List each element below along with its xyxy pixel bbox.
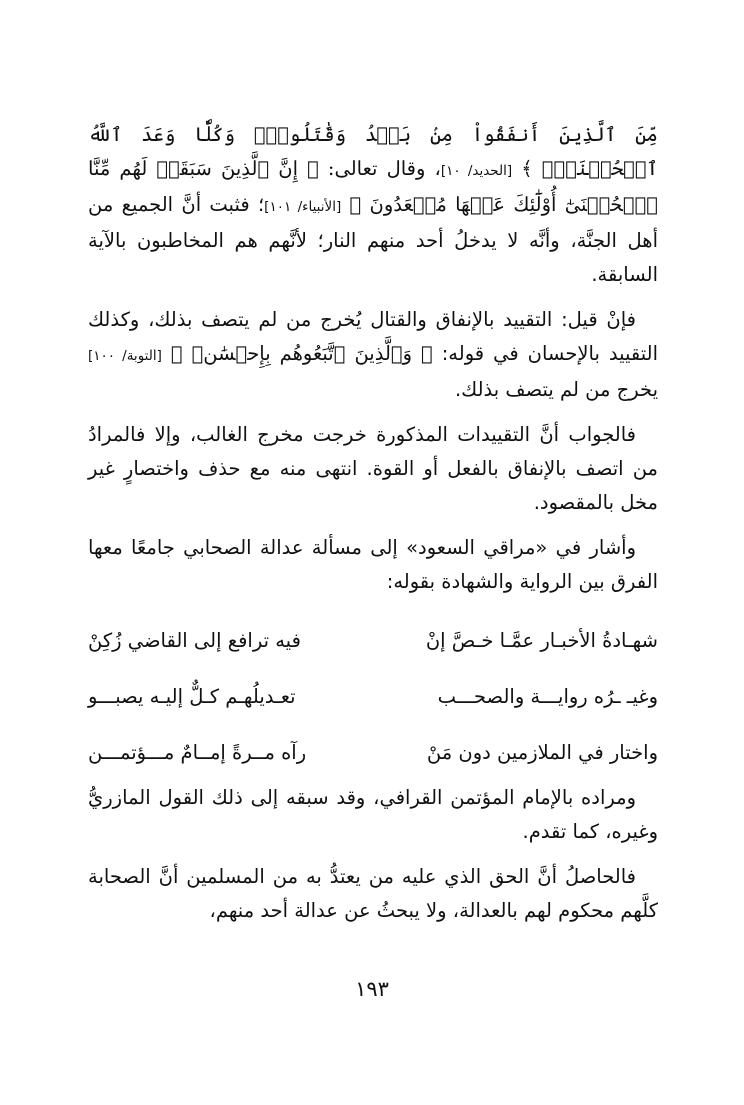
paragraph-answer <box>88 418 658 520</box>
summary-text: فالحاصلُ أنَّ الحق الذي عليه من يعتدُّ به من المسلمين أنَّ الصحابة كلَّهم محكوم لهم بالعدالة، ولا يبحثُ عن عدالة أحد منهم، <box>88 865 658 922</box>
paragraph-commentary <box>88 781 658 849</box>
poem-verse <box>88 613 658 669</box>
quran-verse-hadid: مِّنَ ٱلَّذِينَ أَنفَقُواْ مِنۢ بَعۡدُ وَقَٰتَلُواْۚ وَكُلّٗا وَعَدَ ٱللَّهُ ٱلۡحُسۡنَىٰۚ ﴾ <box>88 123 658 180</box>
verse-first-hemistich: واختار في الملازمين دون مَنْ <box>426 741 658 764</box>
verse-second-hemistich: تعـديلُهـم كـلٌّ إليـه يصبـــو <box>88 685 296 708</box>
verse-first-hemistich: شهـادةُ الأخبـار عمَّـا خـصَّ إنْ <box>425 629 658 652</box>
verse-first-hemistich: وغيـ ـرُه روايـــة والصحـــب <box>437 685 658 708</box>
paragraph-maraqi-intro <box>88 531 658 599</box>
reference-tawba: [التوبة/ ١٠٠] <box>88 348 162 364</box>
quran-verse-anbiya: ، وقال تعالى: ﴿ إِنَّ ٱلَّذِينَ سَبَقَتۡ لَهُم مِّنَّا ٱلۡحُسۡنَىٰٓ أُوْلَٰٓئِكَ عَنۡهَا مُبۡعَدُونَ ﴾ <box>88 157 658 216</box>
page-number: ١٩٣ <box>355 977 389 1001</box>
paragraph-quran-citations <box>88 118 658 292</box>
paragraph-summary <box>88 860 658 928</box>
paragraph-conclusion-text: ؛ فثبت أنَّ الجميع من أهل الجنَّة، وأنَّه لا يدخلُ أحد منهم النار؛ لأنَّهم هم المخاطبون بالآية السابقة. <box>88 193 658 286</box>
commentary-text: ومراده بالإمام المؤتمن القرافي، وقد سبقه إلى ذلك القول المازريُّ وغيره، كما تقدم. <box>88 786 658 843</box>
objection-text: فإنْ قيل: التقييد بالإنفاق والقتال يُخرج من لم يتصف بذلك، وكذلك التقييد بالإحسان في قوله: ﴿ وَٱلَّذِينَ ٱتَّبَعُوهُم بِإِحۡسَٰنٖ ﴾ <box>88 308 658 365</box>
reference-hadid: [الحديد/ ١٠] <box>440 163 513 179</box>
page-body <box>88 118 658 928</box>
answer-text: فالجواب أنَّ التقييدات المذكورة خرجت مخرج الغالب، وإلا فالمرادُ من اتصف بالإنفاق بالفعل أو القوة. انتهى منه مع حذف واختصارٍ غير مخل بالمقصود. <box>88 423 658 514</box>
verse-second-hemistich: فيه ترافع إلى القاضي زُكِنْ <box>88 629 301 652</box>
objection-text-end: يخرج من لم يتصف بذلك. <box>454 378 658 401</box>
poem-verse <box>88 725 658 781</box>
poem-block <box>88 613 658 781</box>
reference-anbiya: [الأنبياء/ ١٠١] <box>264 199 342 215</box>
poem-verse <box>88 669 658 725</box>
maraqi-intro-text: وأشار في «مراقي السعود» إلى مسألة عدالة الصحابي جامعًا معها الفرق بين الرواية والشهادة بقوله: <box>88 536 658 593</box>
paragraph-objection <box>88 303 658 407</box>
verse-second-hemistich: رآه مــرةً إمــامٌ مـــؤتمـــن <box>88 741 307 764</box>
